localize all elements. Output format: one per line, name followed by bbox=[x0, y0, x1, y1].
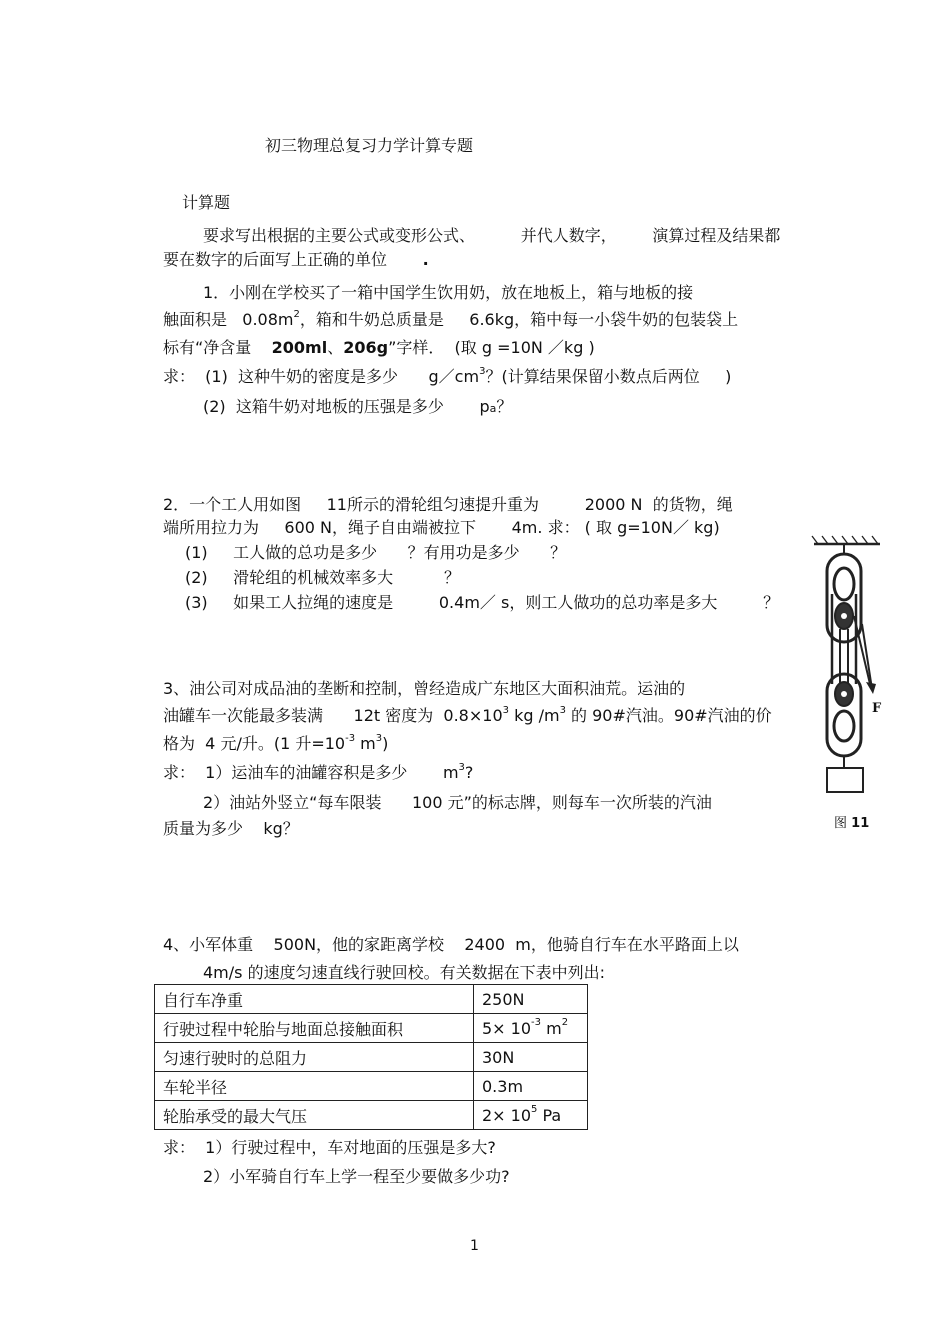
ceiling-support bbox=[812, 536, 880, 554]
table-cell-value: 0.3m bbox=[474, 1072, 588, 1101]
q3-line-3: 格为 4 元/升。(1 升$=10^{-3}$ $m^3$) bbox=[163, 732, 389, 753]
table-cell-key: 自行车净重 bbox=[155, 985, 474, 1014]
table-cell-value: 30N bbox=[474, 1043, 588, 1072]
q3-line-2: 油罐车一次能最多装满 12t 密度为 $0.8\times 10^3$ kg $/m^3$ 的 90#汽油。90#汽油的价 bbox=[163, 704, 772, 725]
bicycle-data-table bbox=[154, 984, 588, 1130]
table-row bbox=[155, 985, 588, 1014]
pull-force-arrow bbox=[862, 624, 882, 716]
force-label: F bbox=[872, 701, 882, 716]
q1-line-4: 求： (1) 这种牛奶的密度是多少 $g/cm^3$？(计算结果保留小数点后两位 ) bbox=[163, 365, 732, 386]
q2-line-5: (3) 如果工人拉绳的速度是 0.4m／ s，则工人做功的总功率是多大 ？ bbox=[185, 593, 780, 612]
table-cell-key: 车轮半径 bbox=[155, 1072, 474, 1101]
movable-pulley-block bbox=[827, 674, 861, 768]
q2-line-3: (1) 工人做的总功是多少 ？有用功是多少 ？ bbox=[185, 543, 567, 562]
q2-line-2: 端所用拉力为 600 N，绳子自由端被拉下 4m. 求： ( 取 g=10N／ kg) bbox=[163, 518, 720, 537]
table-row bbox=[155, 1101, 588, 1130]
table-row bbox=[155, 1072, 588, 1101]
q1-line-1: 1．小刚在学校买了一箱中国学生饮用奶，放在地板上，箱与地板的接 bbox=[203, 283, 694, 302]
q3-line-5: 2）油站外竖立“每车限装 100 元”的标志牌，则每车一次所装的汽油 bbox=[203, 793, 712, 812]
q4-line-4: 2）小军骑自行车上学一程至少要做多少功? bbox=[203, 1167, 510, 1186]
intro-line-2: 要在数字的后面写上正确的单位 . bbox=[163, 250, 429, 269]
page-title: 初三物理总复习力学计算专题 bbox=[265, 136, 474, 155]
table-cell-value: 250N bbox=[474, 985, 588, 1014]
table-cell-value: $5\times 10^{-3}$ $m^2$ bbox=[474, 1014, 588, 1043]
q2-line-1: 2．一个工人用如图 11所示的滑轮组匀速提升重为 2000 N 的货物，绳 bbox=[163, 495, 733, 514]
table-row bbox=[155, 1043, 588, 1072]
table-cell-key: 轮胎承受的最大气压 bbox=[155, 1101, 474, 1130]
q1-line-3: 标有“净含量 200ml、206g”字样． (取 g =10N ／kg ) bbox=[163, 338, 595, 357]
q3-line-4: 求： 1）运油车的油罐容积是多少 $m^3$? bbox=[163, 761, 474, 782]
q4-line-1: 4、小军体重 500N，他的家距离学校 2400 m，他骑自行车在水平路面上以 bbox=[163, 935, 739, 954]
q1-line-2: 触面积是 $0.08m^2$，箱和牛奶总质量是 6.6kg，箱中每一小袋牛奶的包装袋上 bbox=[163, 308, 739, 329]
table-row bbox=[155, 1014, 588, 1043]
pulley-system-figure bbox=[800, 534, 892, 834]
q3-line-6: 质量为多少 kg？ bbox=[163, 819, 299, 838]
page-number: 1 bbox=[470, 1238, 479, 1254]
table-cell-value: $2\times 10^5$ Pa bbox=[474, 1101, 588, 1130]
q4-line-3: 求： 1）行驶过程中，车对地面的压强是多大? bbox=[163, 1138, 496, 1157]
load-block bbox=[827, 768, 863, 792]
table-cell-key: 行驶过程中轮胎与地面总接触面积 bbox=[155, 1014, 474, 1043]
q1-line-5: (2) 这箱牛奶对地板的压强是多少 pa？ bbox=[203, 397, 513, 416]
q3-line-1: 3、油公司对成品油的垄断和控制，曾经造成广东地区大面积油荒。运油的 bbox=[163, 679, 686, 698]
q2-line-4: (2) 滑轮组的机械效率多大 ？ bbox=[185, 568, 460, 587]
table-cell-key: 匀速行驶时的总阻力 bbox=[155, 1043, 474, 1072]
figure-caption: 图 11 bbox=[834, 816, 870, 831]
section-heading: 计算题 bbox=[182, 193, 231, 212]
q4-line-2: 4m/s 的速度匀速直线行驶回校。有关数据在下表中列出: bbox=[203, 963, 605, 982]
intro-line-1: 要求写出根据的主要公式或变形公式、 并代人数字， 演算过程及结果都 bbox=[203, 226, 781, 245]
